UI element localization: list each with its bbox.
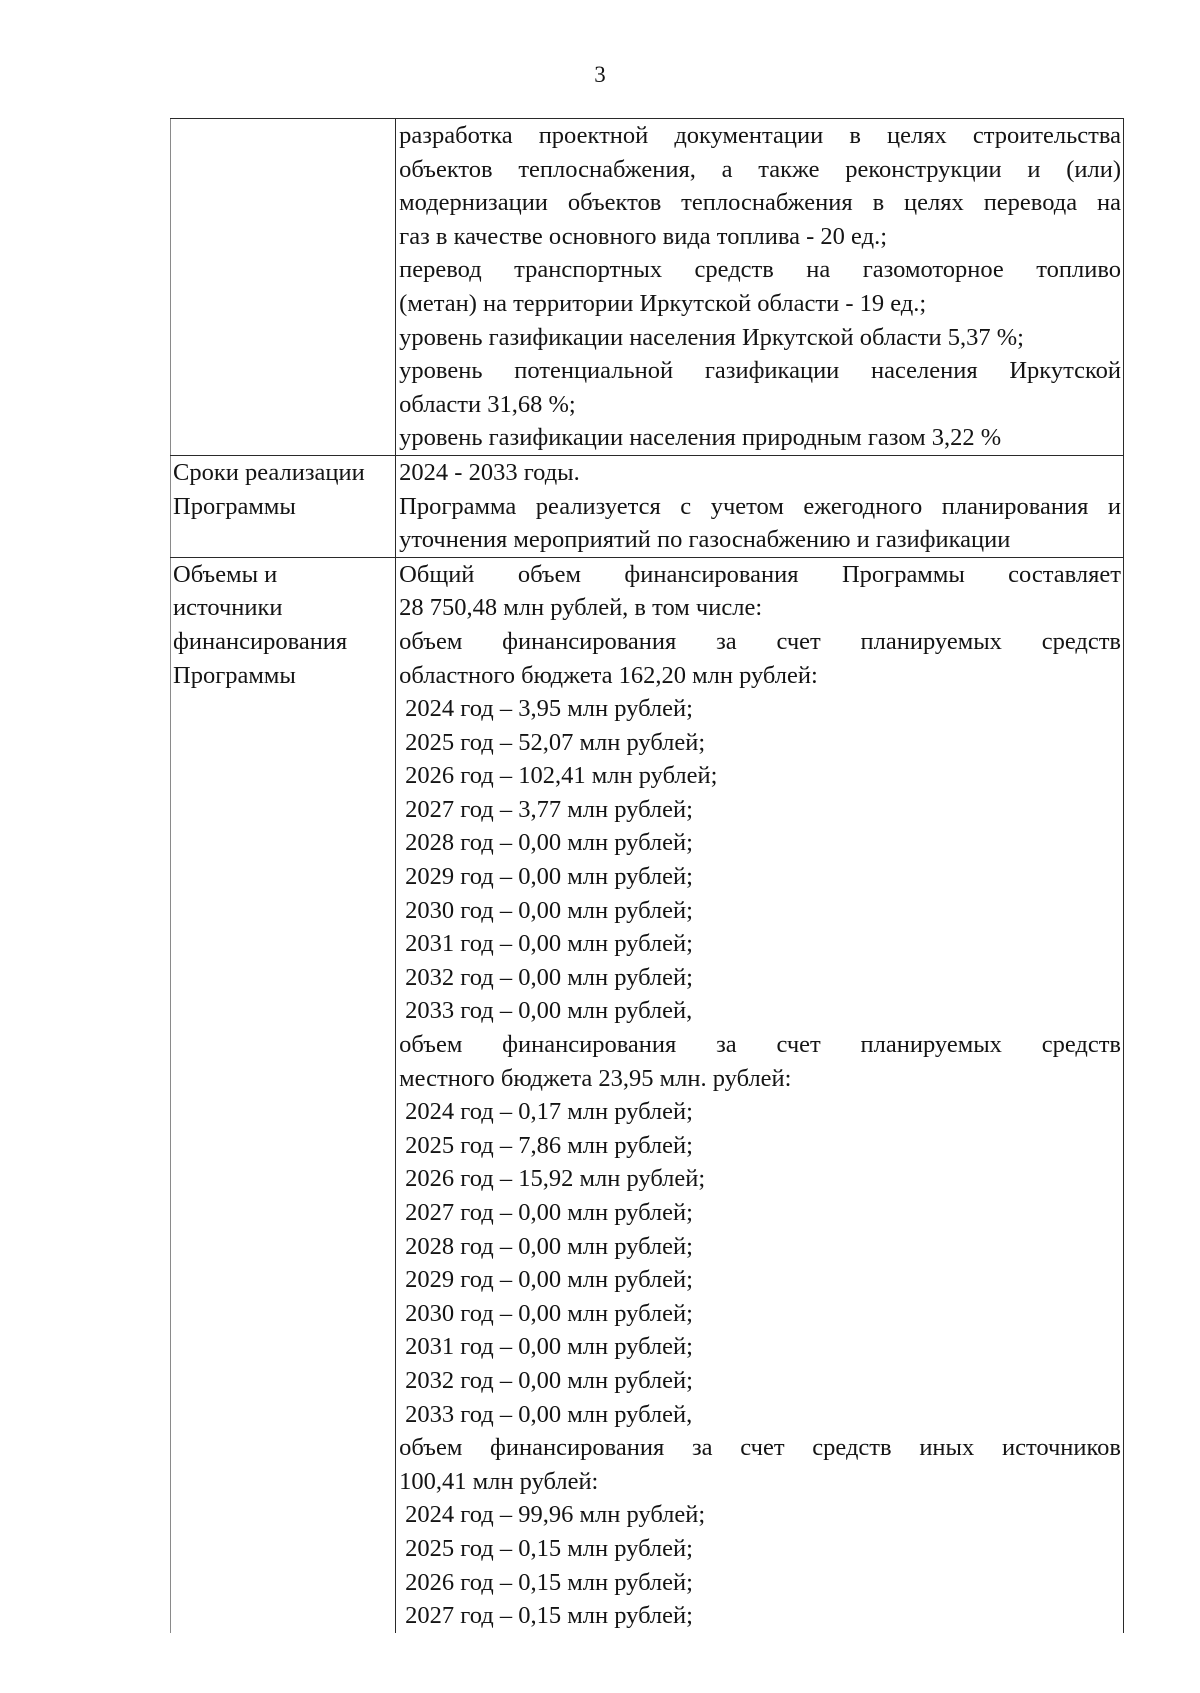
row-content-cell <box>396 455 1124 557</box>
row-label-line: финансирования <box>173 627 348 655</box>
funding-year-line: 2030 год – 0,00 млн рублей; <box>405 1299 693 1327</box>
table-body <box>171 119 1124 1633</box>
funding-year-line: 2032 год – 0,00 млн рублей; <box>405 963 693 991</box>
content-line: 28 750,48 млн рублей, в том числе: <box>399 594 763 622</box>
content-line: объем финансирования за счет планируемых средств <box>399 627 1121 655</box>
content-line: областного бюджета 162,20 млн рублей: <box>399 661 818 689</box>
content-line: перевод транспортных средств на газомоторное топливо <box>399 256 1121 284</box>
funding-year-line: 2025 год – 52,07 млн рублей; <box>405 728 706 756</box>
funding-year-line: 2029 год – 0,00 млн рублей; <box>405 863 693 891</box>
content-line: разработка проектной документации в целях строительства <box>399 122 1121 149</box>
funding-year-line: 2031 год – 0,00 млн рублей; <box>405 930 693 958</box>
funding-year-line: 2027 год – 0,00 млн рублей; <box>405 1199 693 1226</box>
row-label-cell <box>171 119 396 456</box>
funding-year-line: 2033 год – 0,00 млн рублей, <box>405 1400 693 1428</box>
row-label-line: Объемы и <box>173 560 278 588</box>
funding-year-line: 2027 год – 3,77 млн рублей; <box>405 795 693 823</box>
page-number: 3 <box>594 62 606 87</box>
funding-year-line: 2028 год – 0,00 млн рублей; <box>405 829 693 857</box>
funding-year-line: 2024 год – 3,95 млн рублей; <box>405 695 693 723</box>
content-line: 2024 - 2033 годы. <box>399 458 580 486</box>
content-line: уровень потенциальной газификации населения Иркутской <box>399 357 1121 385</box>
content-line: газ в качестве основного вида топлива - 20 ед.; <box>399 222 887 250</box>
funding-year-line: 2030 год – 0,00 млн рублей; <box>405 896 693 924</box>
row-label-cell <box>171 557 396 1633</box>
funding-year-line: 2026 год – 102,41 млн рублей; <box>405 762 718 790</box>
funding-year-line: 2025 год – 7,86 млн рублей; <box>405 1131 693 1159</box>
funding-year-line: 2031 год – 0,00 млн рублей; <box>405 1333 693 1361</box>
row-label-line: Программы <box>173 492 296 520</box>
row-label-line: источники <box>173 594 283 622</box>
content-line: (метан) на территории Иркутской области - 19 ед.; <box>399 289 927 317</box>
funding-year-line: 2028 год – 0,00 млн рублей; <box>405 1232 693 1260</box>
funding-year-line: 2027 год – 0,15 млн рублей; <box>405 1602 693 1630</box>
content-line: Программа реализуется с учетом ежегодного планирования и <box>399 492 1121 520</box>
funding-year-line: 2024 год – 99,96 млн рублей; <box>405 1501 706 1529</box>
funding-year-line: 2033 год – 0,00 млн рублей, <box>405 997 693 1025</box>
row-label-line: Программы <box>173 661 296 689</box>
content-line: уточнения мероприятий по газоснабжению и газификации <box>399 526 1011 554</box>
funding-year-line: 2024 год – 0,17 млн рублей; <box>405 1098 693 1126</box>
funding-year-line: 2026 год – 15,92 млн рублей; <box>405 1165 706 1193</box>
content-line: модернизации объектов теплоснабжения в целях перевода на <box>399 189 1121 217</box>
funding-year-line: 2025 год – 0,15 млн рублей; <box>405 1534 693 1562</box>
funding-year-line: 2029 год – 0,00 млн рублей; <box>405 1266 693 1294</box>
content-line: объектов теплоснабжения, а также реконструкции и (или) <box>399 155 1121 183</box>
funding-year-line: 2032 год – 0,00 млн рублей; <box>405 1366 693 1394</box>
row-label-line: Сроки реализации <box>173 458 365 486</box>
table-row <box>171 119 1124 456</box>
funding-year-line: 2026 год – 0,15 млн рублей; <box>405 1568 693 1596</box>
content-line: Общий объем финансирования Программы составляет <box>399 560 1121 588</box>
content-line: местного бюджета 23,95 млн. рублей: <box>399 1064 792 1092</box>
table-row <box>171 455 1124 557</box>
row-label-cell <box>171 455 396 557</box>
content-line: объем финансирования за счет планируемых средств <box>399 1031 1121 1059</box>
content-line: объем финансирования за счет средств иных источников <box>399 1434 1121 1462</box>
row-content-cell <box>396 557 1124 1633</box>
program-passport-table <box>170 118 1124 1633</box>
content-line: 100,41 млн рублей: <box>399 1467 599 1495</box>
content-line: уровень газификации населения Иркутской области 5,37 %; <box>399 323 1024 351</box>
content-line: области 31,68 %; <box>399 390 576 418</box>
row-content-cell <box>396 119 1124 456</box>
content-line: уровень газификации населения природным газом 3,22 % <box>399 424 1002 452</box>
table-row <box>171 557 1124 1633</box>
